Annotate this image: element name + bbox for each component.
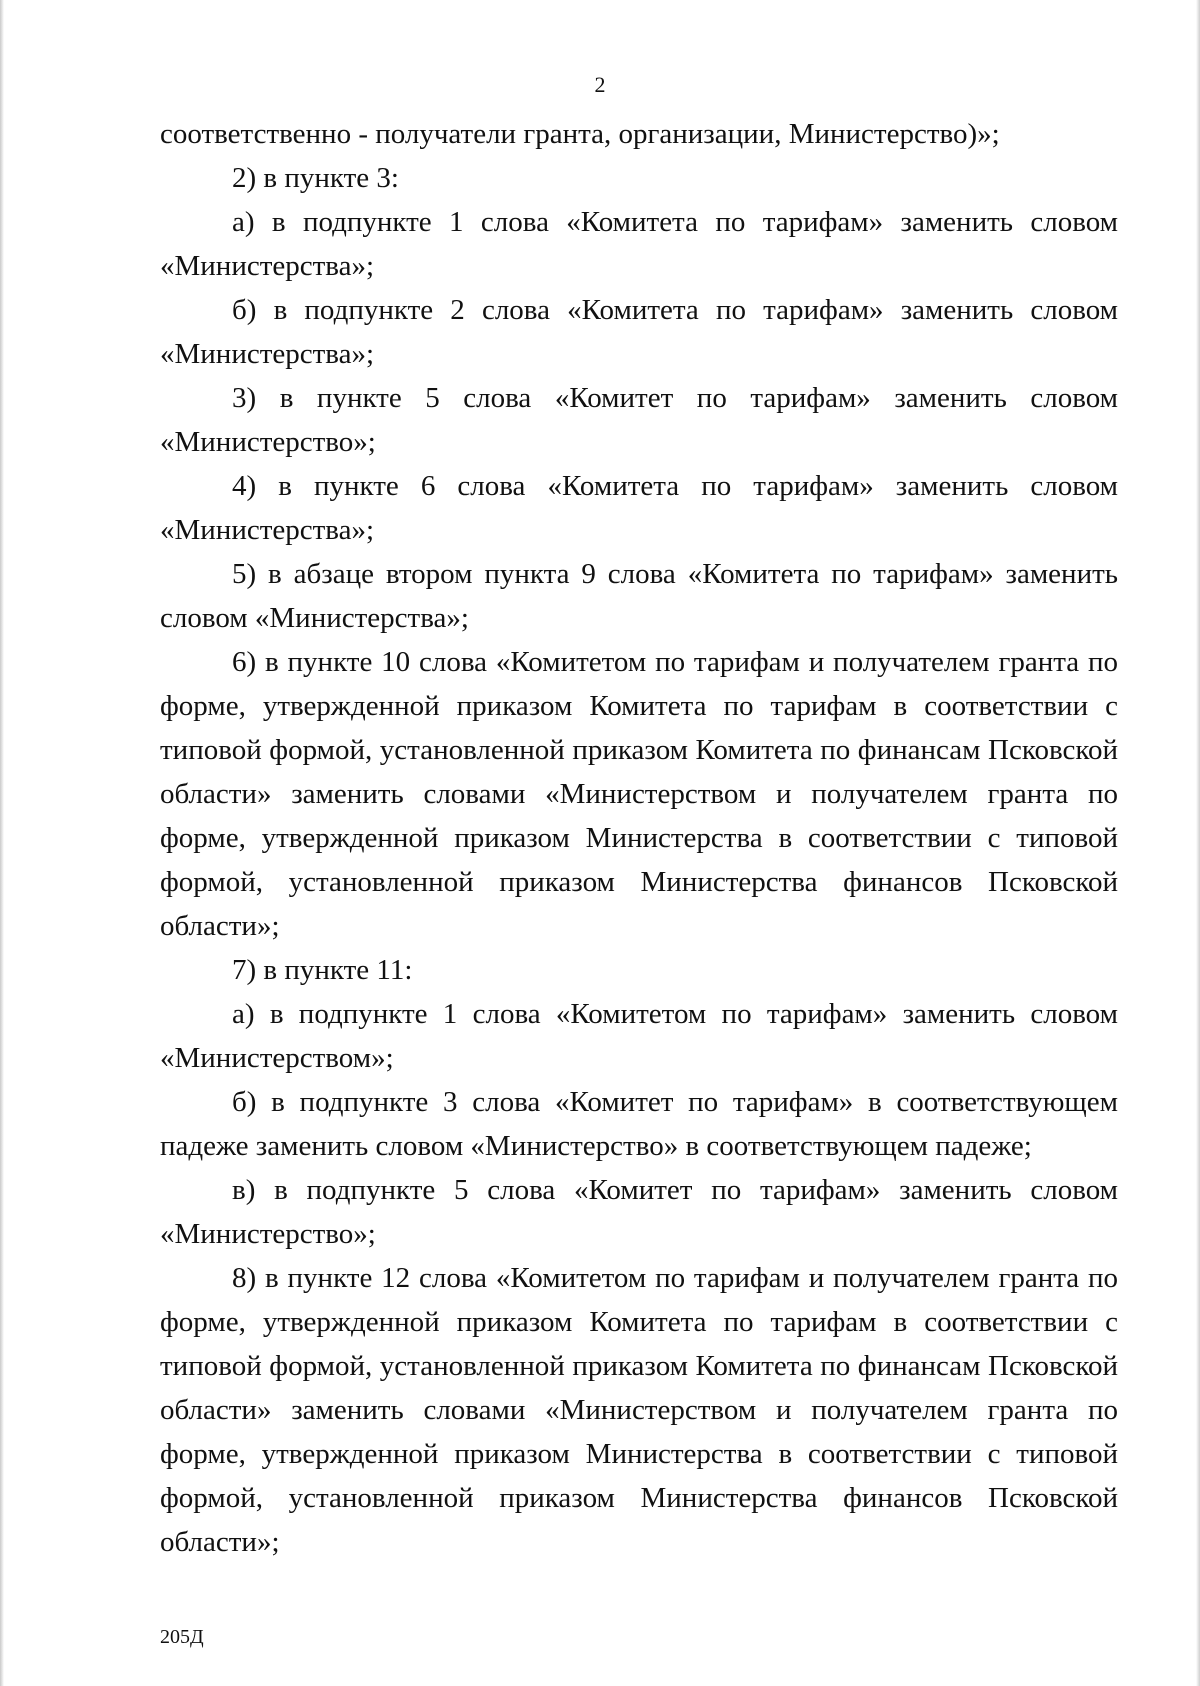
scan-edge-left: [0, 0, 4, 1686]
paragraph: 2) в пункте 3:: [232, 162, 399, 194]
document-body: [160, 112, 1118, 1564]
page-number: 2: [594, 72, 606, 97]
paragraph: 4) в пункте 6 слова «Комитета по тарифам» заменить словом «Министерства»;: [160, 470, 1118, 546]
paragraph: 8) в пункте 12 слова «Комитетом по тарифам и получателем гранта по форме, утвержденной приказом Комитета по тарифам в соответствии с типовой формой, установленной приказом Комитета по финансам Псковской области» заменить словами «Министерством и получателем гранта по форме, утвержденной приказом Министерства в соответствии с типовой формой, установленной приказом Министерства финансов Псковской области»;: [160, 1262, 1118, 1558]
paragraph: а) в подпункте 1 слова «Комитета по тарифам» заменить словом «Министерства»;: [160, 206, 1118, 282]
paragraph: соответственно - получатели гранта, организации, Министерство)»;: [160, 118, 1000, 150]
document-code: 205Д: [160, 1626, 204, 1648]
paragraph: б) в подпункте 3 слова «Комитет по тарифам» в соответствующем падеже заменить словом «Министерство» в соответствующем падеже;: [160, 1086, 1118, 1162]
paragraph: а) в подпункте 1 слова «Комитетом по тарифам» заменить словом «Министерством»;: [160, 998, 1118, 1074]
paragraph: 3) в пункте 5 слова «Комитет по тарифам» заменить словом «Министерство»;: [160, 382, 1118, 458]
paragraph: 6) в пункте 10 слова «Комитетом по тарифам и получателем гранта по форме, утвержденной приказом Комитета по тарифам в соответствии с типовой формой, установленной приказом Комитета по финансам Псковской области» заменить словами «Министерством и получателем гранта по форме, утвержденной приказом Министерства в соответствии с типовой формой, установленной приказом Министерства финансов Псковской области»;: [160, 646, 1118, 942]
paragraph: б) в подпункте 2 слова «Комитета по тарифам» заменить словом «Министерства»;: [160, 294, 1118, 370]
paragraph: 5) в абзаце втором пункта 9 слова «Комитета по тарифам» заменить словом «Министерства»;: [160, 558, 1118, 634]
scan-edge-right: [1196, 0, 1200, 1686]
paragraph: в) в подпункте 5 слова «Комитет по тарифам» заменить словом «Министерство»;: [160, 1174, 1118, 1250]
paragraph: 7) в пункте 11:: [232, 954, 413, 986]
